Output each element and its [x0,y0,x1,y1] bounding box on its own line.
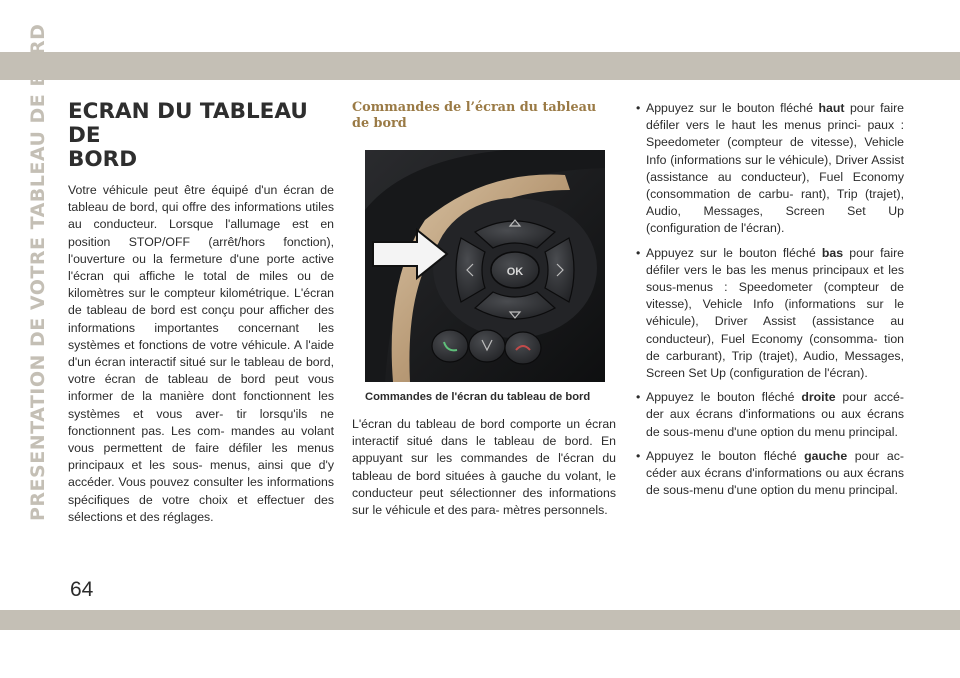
steering-wheel-controls-figure [365,150,605,382]
controls-heading: Commandes de l’écran du tableau de bord [352,100,597,131]
list-item-keyword: gauche [804,448,848,463]
list-item-keyword: droite [801,390,836,405]
column-left [68,100,334,526]
list-item-keyword: bas [821,245,844,260]
list-item [636,245,904,383]
bullet-marker: • [636,245,641,260]
list-item-suffix: pour faire défiler vers le bas les menus principaux et les sous-menus : Speedometer (compteur de vitesse), Vehicle Info (informations sur le véhicule), Driver Assist (assistance au conducteur), Fuel Economy (consomma- tion de carburant), Trip (trajet), Audio, Messages, Screen Set Up (configuration de l'écran). [646,245,905,381]
section-title [68,100,334,172]
list-item-prefix: Appuyez sur le bouton fléché [646,245,822,260]
bullet-marker: • [636,448,641,463]
list-item [636,100,904,238]
bullet-marker: • [636,101,641,115]
side-chapter-title: PRESENTATION DE VOTRE TABLEAU DE BORD [27,23,49,521]
section-title-line1: ECRAN DU TABLEAU DE [68,99,308,148]
list-item [636,389,904,441]
list-item-suffix: pour faire défiler vers le haut les menus princi- paux : Speedometer (compteur de vitesse), Vehicle Info (informations sur le véhicule), Driver Assist (assistance au conducteur), Fuel Economy (consommation de carbu- rant), Trip (trajet), Audio, Messages, Screen Set Up (configuration de l'écran). [646,101,905,236]
top-decorative-band [0,52,960,80]
list-item-suffix: pour accé- der aux écrans d'informations ou aux écrans de sous-menu d'une option du menu principal. [646,390,904,439]
steering-wheel-illustration [365,150,605,382]
column-middle [352,100,616,519]
bullet-marker: • [636,390,641,405]
controls-paragraph: L'écran du tableau de bord comporte un écran interactif situé dans le tableau de bord. En appuyant sur les commandes de l'écran du tableau de bord situées à gauche du volant, le conducteur peut sélectionner des informations sur le véhicule et des para- mètres personnels. [352,417,616,518]
list-item-suffix: pour ac- céder aux écrans d'informations ou aux écrans de sous-menu d'une option du menu principal. [646,448,904,498]
ok-button-label: OK [506,266,524,278]
bottom-decorative-band [0,610,960,630]
intro-paragraph: Votre véhicule peut être équipé d'un écran de tableau de bord, qui offre des informations utiles au conducteur. Lorsque l'allumage est en position STOP/OFF (arrêt/hors fonction), l'ouverture ou la fermeture d'une porte active l'écran qui affiche le total de miles ou de kilomètres sur le compteur kilométrique. L'écran de tableau de bord est conçu pour afficher des informations importantes concernant les systèmes et fonctions de votre véhicule. A l'aide d'un écran interactif situé sur le tableau de bord, votre écran de tableau de bord peut vous informer de la manière dont fonctionnent les systèmes et vous aver- tir lorsqu'ils ne fonctionnent pas. Les com- mandes au volant vous permettent de faire défiler les menus principaux et les sous- menus, ainsi que d'y accéder. Vous pouvez consulter les informations spécifiques de votre choix et effectuer des sélections et des réglages. [68,183,334,524]
list-item-prefix: Appuyez le bouton fléché [646,448,805,463]
button-instructions-list [636,100,904,499]
figure-caption: Commandes de l'écran du tableau de bord [365,391,591,403]
page-number: 64 [70,578,94,601]
section-title-line2: BORD [68,147,138,172]
list-item-prefix: Appuyez sur le bouton fléché [646,101,819,115]
list-item-keyword: haut [818,101,845,115]
column-right [636,100,904,506]
list-item [636,448,904,500]
list-item-prefix: Appuyez le bouton fléché [646,390,802,405]
